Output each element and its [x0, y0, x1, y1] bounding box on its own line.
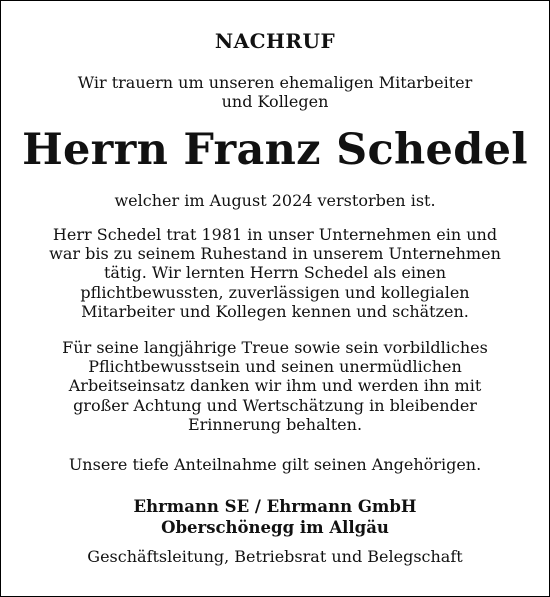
company-block [1, 496, 549, 538]
paragraph-line: Für seine langjährige Treue sowie sein vorbildliches [62, 338, 488, 357]
tribute-paragraph-1 [1, 225, 549, 321]
paragraph-line: Erinnerung behalten. [187, 414, 363, 434]
paragraph-line: Mitarbeiter und Kollegen kennen und schätzen. [81, 301, 469, 321]
intro-line: Wir trauern um unseren ehemaligen Mitarbeiter [77, 73, 473, 92]
condolence-text: Unsere tiefe Anteilnahme gilt seinen Angehörigen. [68, 455, 482, 474]
paragraph-line: pflichtbewussten, zuverlässigen und kollegialen [80, 282, 470, 302]
deceased-name: Herrn Franz Schedel [22, 125, 528, 175]
paragraph-line: Pflichtbewusstsein und seinen unermüdlichen [88, 357, 462, 377]
paragraph-line: Arbeitseinsatz danken wir ihm und werden ihn mit [68, 376, 482, 396]
intro-line: und Kollegen [221, 92, 329, 111]
tribute-paragraph-2 [1, 338, 549, 434]
notice-heading: NACHRUF [214, 29, 336, 53]
company-name: Ehrmann SE / Ehrmann GmbH [133, 497, 417, 516]
paragraph-line: großer Achtung und Wertschätzung in bleibender [73, 395, 477, 415]
paragraph-line: war bis zu seinem Ruhestand in unserem Unternehmen [49, 244, 501, 264]
company-location: Oberschönegg im Allgäu [161, 518, 389, 537]
paragraph-line: tätig. Wir lernten Herrn Schedel als einen [103, 263, 447, 283]
paragraph-line: Herr Schedel trat 1981 in unser Unternehmen ein und [52, 225, 498, 244]
death-note: welcher im August 2024 verstorben ist. [114, 191, 436, 210]
signatories: Geschäftsleitung, Betriebsrat und Belegschaft [87, 547, 463, 566]
intro-text [1, 73, 549, 111]
